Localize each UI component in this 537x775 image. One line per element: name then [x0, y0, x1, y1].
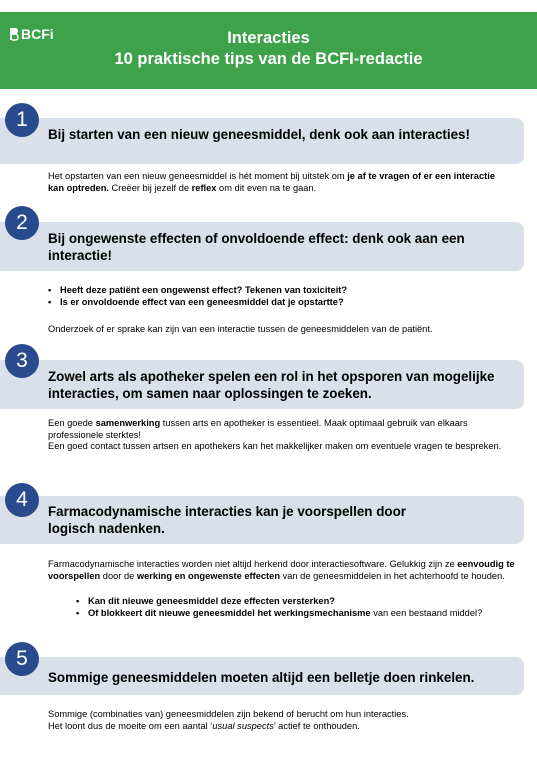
title-line-1: Interacties	[227, 29, 310, 47]
tip-2-heading: Bij ongewenste effecten of onvoldoende effect: denk ook aan een interactie!	[48, 231, 465, 263]
tip-1-number-badge: 1	[5, 103, 39, 137]
tip-1-body: Het opstarten van een nieuw geneesmiddel is hét moment bij uitstek om je af te vragen of er een interactie kan optreden. Creëer bij jezelf de reflex om dit even na te gaan.	[48, 171, 495, 193]
page-title	[0, 28, 537, 70]
tip-2-bullet-list	[48, 285, 518, 308]
header-banner	[0, 12, 537, 89]
list-item: • Is er onvoldoende effect van een geneesmiddel dat je opstartte?	[48, 297, 518, 309]
title-line-2: 10 praktische tips van de BCFI-redactie	[114, 50, 423, 68]
tip-3-number-badge: 3	[5, 344, 39, 378]
tip-1-heading-bar	[0, 118, 524, 164]
tip-3-heading: Zowel arts als apotheker spelen een rol in het opsporen van mogelijke interacties, om samen naar oplossingen te zoeken.	[48, 369, 495, 401]
tip-4-heading: Farmacodynamische interacties kan je voorspellen door logisch nadenken.	[48, 504, 406, 536]
tip-4-bullet-list	[76, 596, 506, 619]
tip-3-body: Een goede samenwerking tussen arts en apotheker is essentieel. Maak optimaal gebruik van elkaars professionele sterktes! Een goed contact tussen artsen en apothekers kan het makkelijker maken om eventuele vragen te bespreken.	[48, 418, 502, 451]
tip-4-body: Farmacodynamische interacties worden niet altijd herkend door interactiesoftware. Gelukkig zijn ze eenvoudig te voorspellen door de werking en ongewenste effecten van de geneesmiddelen in het achterhoofd te houden.	[48, 559, 515, 581]
list-item: • Of blokkeert dit nieuwe geneesmiddel het werkingsmechanisme van een bestaand middel?	[76, 608, 506, 620]
tip-5-heading: Sommige geneesmiddelen moeten altijd een belletje doen rinkelen.	[48, 670, 475, 685]
tip-4-number-badge: 4	[5, 483, 39, 517]
list-item: • Kan dit nieuwe geneesmiddel deze effecten versterken?	[76, 596, 506, 608]
tip-5-number-badge: 5	[5, 642, 39, 676]
tip-5-heading-bar	[0, 657, 524, 695]
tip-4-heading-bar	[0, 496, 524, 544]
tip-3-heading-bar	[0, 360, 524, 409]
tip-2-body: Onderzoek of er sprake kan zijn van een interactie tussen de geneesmiddelen van de patiënt.	[48, 324, 433, 334]
tip-5-body: Sommige (combinaties van) geneesmiddelen zijn bekend of berucht om hun interacties. Het loont dus de moeite om een aantal ‘usual suspects’ actief te onthouden.	[48, 709, 409, 731]
logo-text: BCFi	[21, 26, 54, 42]
tip-2-number-badge: 2	[5, 206, 39, 240]
list-item: • Heeft deze patiënt een ongewenst effect? Tekenen van toxiciteit?	[48, 285, 518, 297]
tip-1-heading: Bij starten van een nieuw geneesmiddel, denk ook aan interacties!	[48, 127, 470, 142]
tip-2-heading-bar	[0, 222, 524, 271]
